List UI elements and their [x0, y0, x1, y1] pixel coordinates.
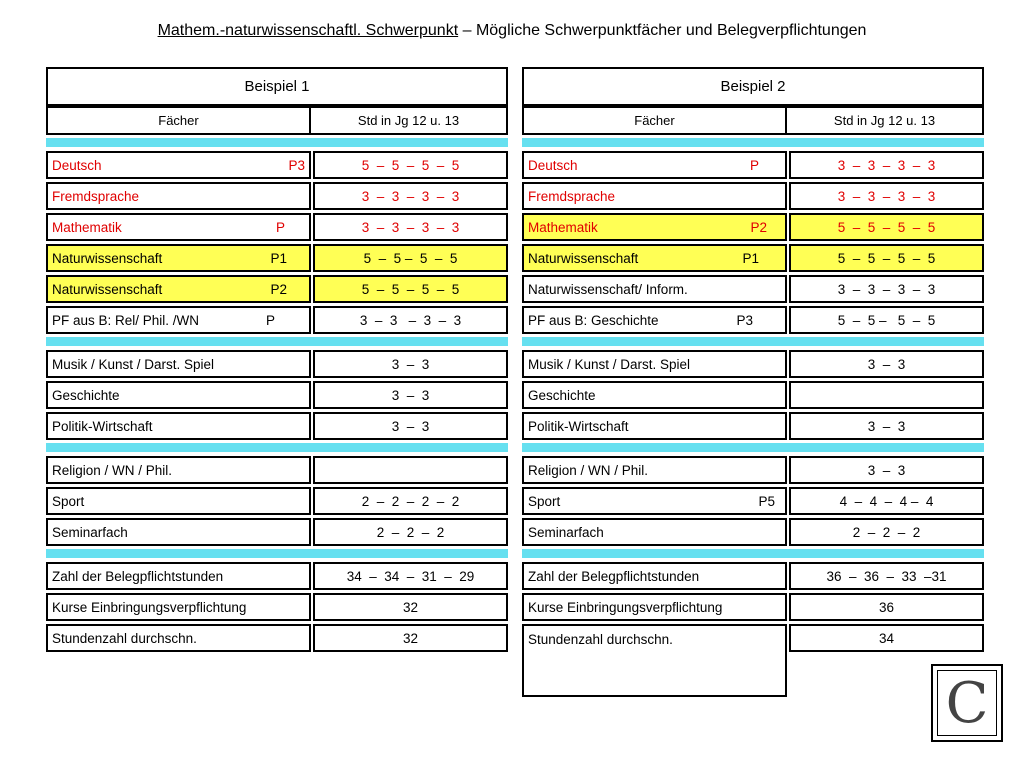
title-dash: – — [458, 22, 476, 39]
subject-cell: Seminarfach — [522, 518, 787, 546]
table-row — [46, 244, 508, 272]
table-row — [522, 306, 984, 334]
logo-letter: C — [937, 670, 997, 736]
hours-cell: 36 – 36 – 33 –31 — [789, 562, 984, 590]
title-main: Mathem.-naturwissenschaftl. Schwerpunkt — [157, 22, 459, 39]
hours-cell: 5 – 5 – 5 – 5 — [313, 151, 508, 179]
subject-cell: Zahl der Belegpflichtstunden — [46, 562, 311, 590]
example-1-heading: Beispiel 1 — [46, 67, 508, 106]
hours-cell: 3 – 3 — [789, 350, 984, 378]
table-row — [46, 593, 508, 621]
hours-cell: 5 – 5 – 5 – 5 — [313, 244, 508, 272]
col-subjects: Fächer — [46, 106, 311, 135]
table-row — [46, 306, 508, 334]
hours-cell: 5 – 5 – 5 – 5 — [789, 306, 984, 334]
table-row — [46, 275, 508, 303]
table-row — [46, 350, 508, 378]
subject-cell: Religion / WN / Phil. — [46, 456, 311, 484]
table-row — [522, 624, 984, 697]
separator — [46, 138, 508, 147]
hours-cell: 2 – 2 – 2 — [313, 518, 508, 546]
subject-cell: Politik-Wirtschaft — [46, 412, 311, 440]
subject-cell: Naturwissenschaft P1 — [522, 244, 787, 272]
example-2-panel — [522, 67, 984, 700]
subject-cell: Fremdsprache — [46, 182, 311, 210]
subject-cell: Mathematik P — [46, 213, 311, 241]
table-row — [46, 562, 508, 590]
separator — [522, 443, 984, 452]
table-row — [522, 562, 984, 590]
table-row — [522, 518, 984, 546]
table-row — [46, 456, 508, 484]
table-row — [522, 487, 984, 515]
table-row — [46, 518, 508, 546]
hours-cell: 3 – 3 – 3 – 3 — [789, 182, 984, 210]
hours-cell: 3 – 3 — [789, 412, 984, 440]
hours-cell: 5 – 5 – 5 – 5 — [313, 275, 508, 303]
hours-cell: 4 – 4 – 4 – 4 — [789, 487, 984, 515]
subject-cell: Kurse Einbringungsverpflichtung — [46, 593, 311, 621]
hours-cell: 3 – 3 — [313, 412, 508, 440]
logo — [931, 664, 1003, 742]
hours-cell: 36 — [789, 593, 984, 621]
table-row — [46, 487, 508, 515]
hours-cell — [789, 381, 984, 409]
subject-cell: Seminarfach — [46, 518, 311, 546]
table-row — [46, 182, 508, 210]
hours-cell: 2 – 2 – 2 — [789, 518, 984, 546]
subject-cell: Naturwissenschaft/ Inform. — [522, 275, 787, 303]
hours-cell: 5 – 5 – 5 – 5 — [789, 213, 984, 241]
table-row — [522, 412, 984, 440]
hours-cell: 3 – 3 — [789, 456, 984, 484]
subject-cell: Zahl der Belegpflichtstunden — [522, 562, 787, 590]
col-hours: Std in Jg 12 u. 13 — [787, 106, 984, 135]
table-row — [522, 593, 984, 621]
subject-cell: Stundenzahl durchschn. — [522, 624, 787, 697]
hours-cell: 3 – 3 – 3 – 3 — [313, 182, 508, 210]
hours-cell: 3 – 3 – 3 – 3 — [789, 151, 984, 179]
hours-cell: 3 – 3 – 3 – 3 — [313, 213, 508, 241]
title-rest: Mögliche Schwerpunktfächer und Belegverpflichtungen — [475, 22, 867, 39]
subject-cell: Naturwissenschaft P1 — [46, 244, 311, 272]
subject-cell: Sport P5 — [522, 487, 787, 515]
table-row — [522, 213, 984, 241]
example-1-column-headers — [46, 106, 508, 135]
subject-cell: Sport — [46, 487, 311, 515]
hours-cell: 32 — [313, 593, 508, 621]
example-2-heading: Beispiel 2 — [522, 67, 984, 106]
hours-cell: 3 – 3 — [313, 381, 508, 409]
subject-cell: Deutsch P3 — [46, 151, 311, 179]
table-row — [522, 381, 984, 409]
hours-cell: 3 – 3 – 3 – 3 — [313, 306, 508, 334]
subject-cell: Religion / WN / Phil. — [522, 456, 787, 484]
separator — [522, 549, 984, 558]
table-row — [46, 624, 508, 652]
subject-cell: Mathematik P2 — [522, 213, 787, 241]
table-row — [522, 182, 984, 210]
subject-cell: Deutsch P — [522, 151, 787, 179]
table-row — [522, 350, 984, 378]
subject-cell: PF aus B: Rel/ Phil. /WN P — [46, 306, 311, 334]
table-row — [522, 275, 984, 303]
subject-cell: Kurse Einbringungsverpflichtung — [522, 593, 787, 621]
subject-cell: Geschichte — [46, 381, 311, 409]
table-row — [46, 213, 508, 241]
col-hours: Std in Jg 12 u. 13 — [311, 106, 508, 135]
subject-cell: Politik-Wirtschaft — [522, 412, 787, 440]
separator — [522, 337, 984, 346]
subject-cell: PF aus B: Geschichte P3 — [522, 306, 787, 334]
table-row — [46, 412, 508, 440]
separator — [46, 549, 508, 558]
col-subjects: Fächer — [522, 106, 787, 135]
table-row — [522, 244, 984, 272]
separator — [46, 337, 508, 346]
hours-cell: 3 – 3 – 3 – 3 — [789, 275, 984, 303]
hours-cell — [313, 456, 508, 484]
table-row — [46, 151, 508, 179]
page-title — [0, 22, 1024, 40]
subject-cell: Geschichte — [522, 381, 787, 409]
hours-cell: 32 — [313, 624, 508, 652]
subject-cell: Musik / Kunst / Darst. Spiel — [46, 350, 311, 378]
hours-cell: 34 — [789, 624, 984, 652]
table-row — [46, 381, 508, 409]
hours-cell: 3 – 3 — [313, 350, 508, 378]
hours-cell: 5 – 5 – 5 – 5 — [789, 244, 984, 272]
separator — [522, 138, 984, 147]
table-row — [522, 151, 984, 179]
subject-cell: Stundenzahl durchschn. — [46, 624, 311, 652]
example-1-panel — [46, 67, 508, 655]
subject-cell: Fremdsprache — [522, 182, 787, 210]
example-2-column-headers — [522, 106, 984, 135]
separator — [46, 443, 508, 452]
subject-cell: Naturwissenschaft P2 — [46, 275, 311, 303]
table-row — [522, 456, 984, 484]
hours-cell: 34 – 34 – 31 – 29 — [313, 562, 508, 590]
subject-cell: Musik / Kunst / Darst. Spiel — [522, 350, 787, 378]
hours-cell: 2 – 2 – 2 – 2 — [313, 487, 508, 515]
